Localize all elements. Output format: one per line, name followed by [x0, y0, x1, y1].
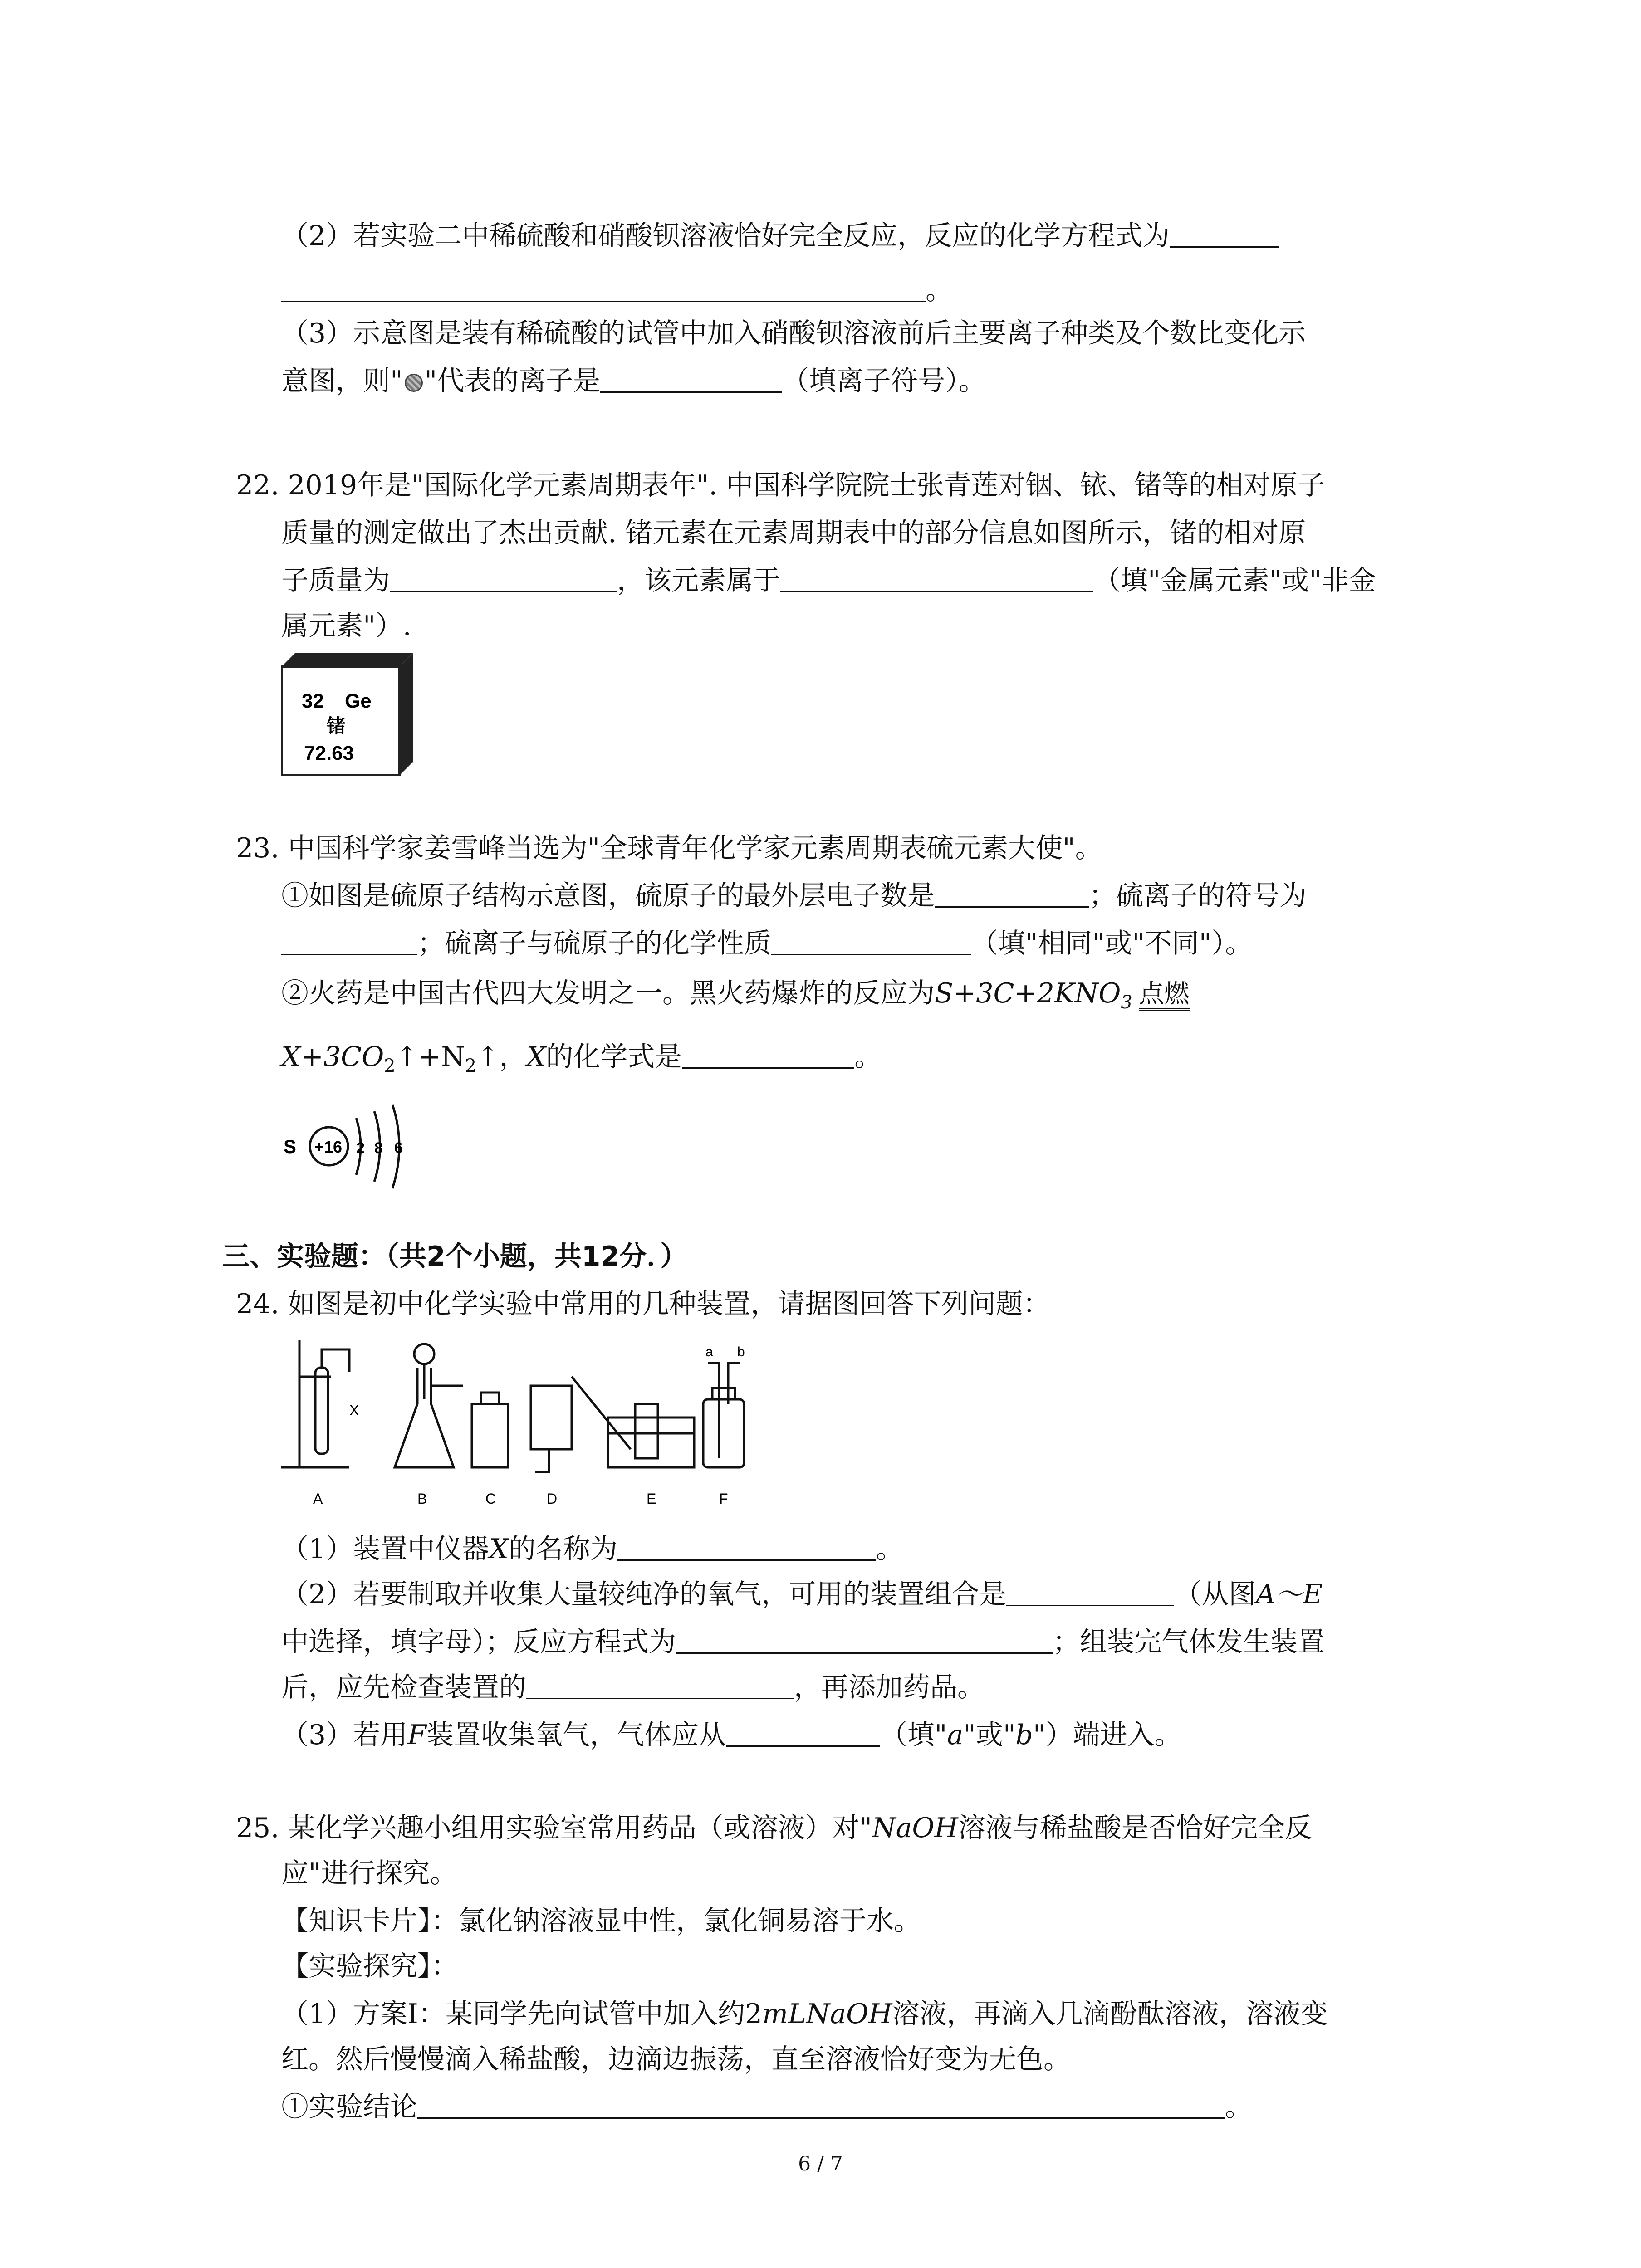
shell-2-count: 8: [374, 1139, 383, 1157]
q24-part2-line3: 后，应先检查装置的 ，再添加药品。: [281, 1672, 985, 1703]
ion-circle-icon: [405, 374, 423, 392]
element-name: 锗: [327, 715, 346, 737]
instrument-x-label: X: [349, 1402, 359, 1418]
page-number: 6 / 7: [798, 2152, 843, 2175]
atom-symbol: S: [284, 1136, 297, 1157]
answer-blank[interactable]: [281, 928, 417, 955]
q21-part3-line1: （3）示意图是装有稀硫酸的试管中加入硝酸钡溶液前后主要离子种类及个数比变化示: [281, 318, 1306, 349]
answer-blank[interactable]: [780, 565, 1093, 592]
label-a: A: [313, 1491, 323, 1507]
answer-blank[interactable]: [771, 928, 971, 955]
q24-part2-line2: 中选择，填字母）；反应方程式为 ；组装完气体发生装置: [281, 1626, 1325, 1658]
q25-conclusion: ①实验结论 。: [281, 2091, 1252, 2123]
q22-line1: 22. 2019年是"国际化学元素周期表年". 中国科学院院士张青莲对铟、铱、锗等的相对原子: [236, 469, 1325, 501]
element-symbol: Ge: [345, 690, 372, 712]
answer-blank[interactable]: [682, 1041, 854, 1069]
q23-line3: ；硫离子与硫原子的化学性质 （填"相同"或"不同"）。: [281, 925, 1252, 962]
element-number: 32: [302, 690, 324, 712]
germanium-element-cell: [281, 653, 413, 776]
q25-line1: 25. 某化学兴趣小组用实验室常用药品（或溶液）对"NaOH溶液与稀盐酸是否恰好完全反: [236, 1812, 1312, 1844]
sulfur-atom-diagram: [284, 1102, 420, 1193]
q21-part3-line2: 意图，则" "代表的离子是 （填离子符号）。: [281, 365, 986, 397]
q25-part1-line1: （1）方案Ⅰ：某同学先向试管中加入约2mLNaOH溶液，再滴入几滴酚酞溶液，溶液变: [281, 1998, 1328, 2030]
reaction-condition: 点燃: [1139, 981, 1190, 1011]
q25-knowledge-card: 【知识卡片】：氯化钠溶液显中性，氯化铜易溶于水。: [281, 1905, 921, 1937]
answer-blank[interactable]: [417, 2091, 1225, 2119]
q24-part1: （1）装置中仪器X的名称为 。: [281, 1533, 903, 1565]
port-b-label: b: [737, 1344, 745, 1359]
answer-blank[interactable]: [617, 1533, 876, 1561]
answer-blank[interactable]: [390, 565, 617, 592]
q23-line1: 23. 中国科学家姜雪峰当选为"全球青年化学家元素周期表硫元素大使"。: [236, 832, 1102, 864]
element-mass: 72.63: [304, 742, 354, 764]
answer-blank[interactable]: [1170, 220, 1279, 248]
q23-line5: $X+3CO_2↑+N_2↑$，X的化学式是 。: [281, 1041, 882, 1076]
q24-line1: 24. 如图是初中化学实验中常用的几种装置，请据图回答下列问题：: [236, 1288, 1050, 1320]
port-a-label: a: [705, 1344, 713, 1359]
section-title: 三、实验题：（共2个小题，共12分．）: [222, 1241, 688, 1272]
q25-part1-line2: 红。然后慢慢滴入稀盐酸，边滴边振荡，直至溶液恰好变为无色。: [281, 2043, 1071, 2075]
q22-line2: 质量的测定做出了杰出贡献. 锗元素在元素周期表中的部分信息如图所示，锗的相对原: [281, 517, 1306, 549]
answer-blank[interactable]: [281, 274, 926, 302]
q21-part2-line1: （2）若实验二中稀硫酸和硝酸钡溶液恰好完全反应，反应的化学方程式为: [281, 218, 1279, 254]
q25-experiment-heading: 【实验探究】：: [281, 1950, 458, 1982]
label-c: C: [485, 1491, 496, 1507]
q23-line4: ②火药是中国古代四大发明之一。黑火药爆炸的反应为$S+3C+2KNO_3$ 点燃: [281, 978, 1190, 1013]
q23-line2: ①如图是硫原子结构示意图，硫原子的最外层电子数是 ；硫离子的符号为: [281, 880, 1307, 912]
label-b: B: [417, 1491, 427, 1507]
apparatus-figure: [281, 1336, 789, 1517]
q24-part2-line1: （2）若要制取并收集大量较纯净的氧气，可用的装置组合是 （从图A～E: [281, 1579, 1323, 1610]
label-e: E: [647, 1491, 656, 1507]
label-d: D: [547, 1491, 558, 1507]
shell-3-count: 6: [394, 1139, 403, 1157]
q24-part3: （3）若用F装置收集氧气，气体应从 （填"a"或"b"）端进入。: [281, 1719, 1182, 1751]
shell-1-count: 2: [356, 1139, 365, 1157]
answer-blank[interactable]: [526, 1672, 794, 1699]
q22-line3: 子质量为 ，该元素属于 （填"金属元素"或"非金: [281, 565, 1376, 596]
q22-line4: 属元素"）.: [281, 610, 411, 642]
label-f: F: [719, 1491, 728, 1507]
answer-blank[interactable]: [1006, 1579, 1174, 1606]
answer-blank[interactable]: [600, 365, 782, 393]
answer-blank[interactable]: [935, 880, 1089, 908]
answer-blank[interactable]: [726, 1719, 880, 1747]
nucleus-charge: +16: [314, 1138, 343, 1156]
answer-blank[interactable]: [676, 1626, 1053, 1654]
q21-part2-line2: 。: [281, 272, 953, 308]
q25-line2: 应"进行探究。: [281, 1857, 457, 1889]
